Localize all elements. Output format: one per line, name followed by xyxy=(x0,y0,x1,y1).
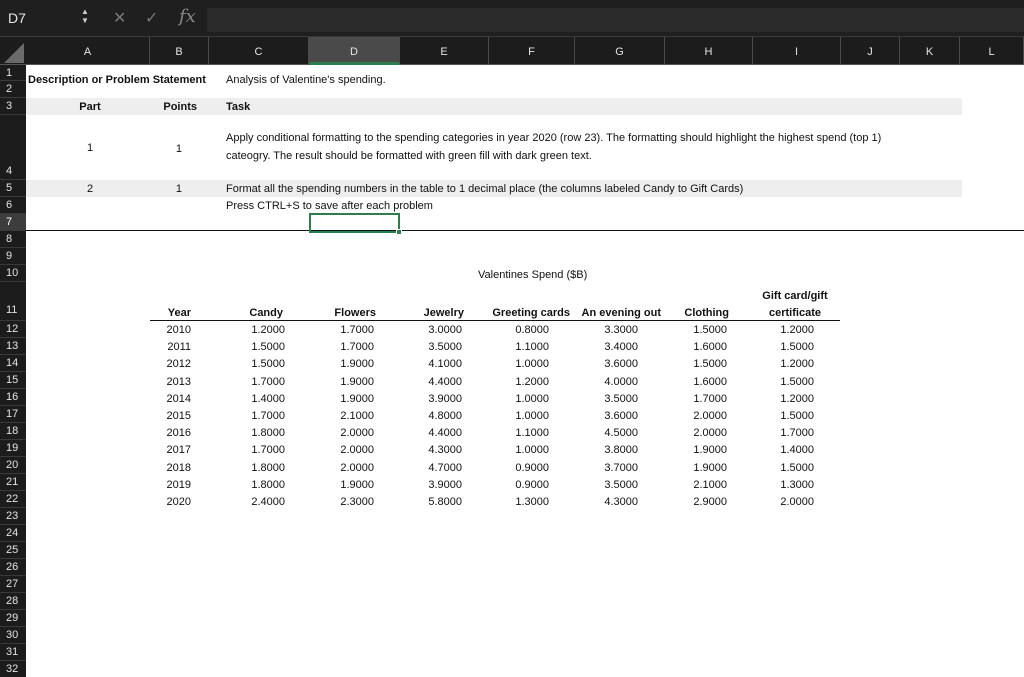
table-cell-greeting-cards[interactable]: 1.0000 xyxy=(515,410,549,422)
row-header-31[interactable]: 31 xyxy=(0,644,26,661)
table-cell-evening-out[interactable]: 3.6000 xyxy=(604,410,638,422)
table-cell-flowers[interactable]: 1.9000 xyxy=(340,478,374,491)
row-header-bar xyxy=(0,65,26,677)
row-header-16[interactable]: 16 xyxy=(0,389,26,406)
row-header-2[interactable]: 2 xyxy=(0,81,26,98)
table-cell-clothing[interactable]: 1.5000 xyxy=(693,358,727,371)
table-cell-gift-card[interactable]: 1.5000 xyxy=(780,410,814,422)
table-cell-greeting-cards[interactable]: 1.0000 xyxy=(515,358,549,371)
table-cell-gift-card[interactable]: 1.4000 xyxy=(780,444,814,457)
row-header-26[interactable]: 26 xyxy=(0,559,26,576)
row-header-27[interactable]: 27 xyxy=(0,576,26,593)
fill-handle[interactable] xyxy=(396,229,402,235)
table-cell-jewelry[interactable]: 5.8000 xyxy=(428,496,462,508)
header-greeting-cards: Greeting cards xyxy=(492,307,570,319)
table-cell-year[interactable]: 2017 xyxy=(166,444,191,457)
table-cell-year[interactable]: 2016 xyxy=(166,427,191,440)
table-cell-gift-card[interactable]: 1.2000 xyxy=(780,392,814,405)
row-header-1[interactable]: 1 xyxy=(0,65,26,81)
column-header-L[interactable]: L xyxy=(960,37,1024,65)
table-cell-gift-card[interactable]: 1.7000 xyxy=(780,427,814,440)
table-cell-candy[interactable]: 1.5000 xyxy=(251,341,285,354)
column-header-J[interactable]: J xyxy=(841,37,900,65)
table-cell-year[interactable]: 2013 xyxy=(166,375,191,388)
row-header-11[interactable] xyxy=(0,282,26,321)
table-cell-evening-out[interactable]: 3.5000 xyxy=(604,478,638,491)
table-cell-year[interactable]: 2015 xyxy=(166,410,191,422)
row-header-12[interactable]: 12 xyxy=(0,321,26,338)
table-cell-greeting-cards[interactable]: 1.0000 xyxy=(515,392,549,405)
header-jewelry: Jewelry xyxy=(423,307,464,319)
row-header-18[interactable]: 18 xyxy=(0,423,26,440)
table-cell-year[interactable]: 2011 xyxy=(167,341,191,354)
task-2-line-2: Press CTRL+S to save after each problem xyxy=(226,200,433,212)
table-cell-greeting-cards[interactable]: 0.9000 xyxy=(515,478,549,491)
table-cell-candy[interactable]: 1.7000 xyxy=(251,444,285,457)
table-cell-evening-out[interactable]: 3.7000 xyxy=(604,461,638,474)
description-label: Description or Problem Statement xyxy=(28,74,206,86)
task-1-line-1: Apply conditional formatting to the spending categories in year 2020 (row 23). The formatting should highlight the highest spend (top 1) xyxy=(226,132,882,144)
task-2-part: 2 xyxy=(86,183,94,195)
name-box-stepper-icon[interactable]: ▲ ▼ xyxy=(81,7,89,25)
table-cell-candy[interactable]: 1.8000 xyxy=(251,461,285,474)
table-cell-year[interactable]: 2019 xyxy=(166,478,191,491)
table-cell-candy[interactable]: 1.8000 xyxy=(251,478,285,491)
column-header-I[interactable]: I xyxy=(753,37,841,65)
task-1-part: 1 xyxy=(86,142,94,154)
table-cell-candy[interactable]: 1.7000 xyxy=(251,375,285,388)
table-cell-flowers[interactable]: 1.9000 xyxy=(340,392,374,405)
formula-input[interactable] xyxy=(207,8,1024,32)
row-header-23[interactable]: 23 xyxy=(0,508,26,525)
table-cell-jewelry[interactable]: 3.9000 xyxy=(428,392,462,405)
table-cell-greeting-cards[interactable]: 1.0000 xyxy=(515,444,549,457)
table-cell-greeting-cards[interactable]: 1.2000 xyxy=(515,375,549,388)
table-cell-candy[interactable]: 1.7000 xyxy=(251,410,285,422)
column-header-bar xyxy=(0,37,1024,65)
table-cell-flowers[interactable]: 1.7000 xyxy=(340,324,374,336)
column-header-C[interactable]: C xyxy=(209,37,309,65)
row-header-4[interactable] xyxy=(0,115,26,180)
table-cell-clothing[interactable]: 1.6000 xyxy=(693,375,727,388)
table-cell-jewelry[interactable]: 4.8000 xyxy=(428,410,462,422)
table-cell-greeting-cards[interactable]: 0.8000 xyxy=(515,324,549,336)
table-cell-flowers[interactable]: 2.1000 xyxy=(340,410,374,422)
task-1-line-2: cateogry. The result should be formatted with green fill with dark green text. xyxy=(226,150,592,162)
table-cell-flowers[interactable]: 2.0000 xyxy=(340,461,374,474)
row-header-8[interactable]: 8 xyxy=(0,231,26,248)
table-cell-jewelry[interactable]: 4.4000 xyxy=(428,427,462,440)
table-cell-greeting-cards[interactable]: 1.1000 xyxy=(515,341,549,354)
table-cell-clothing[interactable]: 2.1000 xyxy=(693,478,727,491)
table-cell-candy[interactable]: 1.8000 xyxy=(251,427,285,440)
table-title: Valentines Spend ($B) xyxy=(478,269,588,281)
insert-function-icon[interactable]: fx xyxy=(179,6,196,27)
table-cell-jewelry[interactable]: 3.5000 xyxy=(428,341,462,354)
points-header: Points xyxy=(163,101,197,113)
enter-check-icon[interactable]: ✓ xyxy=(145,10,159,27)
task-2-points: 1 xyxy=(175,183,182,195)
header-gift-card-line-2: certificate xyxy=(769,307,821,319)
select-all-triangle-icon xyxy=(0,37,26,65)
row-header-3[interactable]: 3 xyxy=(0,98,26,115)
table-cell-jewelry[interactable]: 3.0000 xyxy=(428,324,462,336)
table-cell-gift-card[interactable]: 1.5000 xyxy=(780,341,814,354)
table-cell-candy[interactable]: 2.4000 xyxy=(251,496,285,508)
table-cell-candy[interactable]: 1.4000 xyxy=(251,392,285,405)
header-evening-out: An evening out xyxy=(581,307,661,319)
row-header-14[interactable]: 14 xyxy=(0,355,26,372)
table-cell-evening-out[interactable]: 3.4000 xyxy=(604,341,638,354)
row-header-15[interactable]: 15 xyxy=(0,372,26,389)
row-header-9[interactable]: 9 xyxy=(0,248,26,265)
table-cell-greeting-cards[interactable]: 1.3000 xyxy=(515,496,549,508)
table-cell-evening-out[interactable]: 4.0000 xyxy=(604,375,638,388)
description-value: Analysis of Valentine's spending. xyxy=(226,74,386,86)
table-cell-evening-out[interactable]: 3.6000 xyxy=(604,358,638,371)
table-cell-year[interactable]: 2010 xyxy=(166,324,191,336)
table-cell-gift-card[interactable]: 2.0000 xyxy=(780,496,814,508)
header-gift-card-line-1: Gift card/gift xyxy=(762,290,828,302)
table-cell-evening-out[interactable]: 3.5000 xyxy=(604,392,638,405)
table-cell-flowers[interactable]: 1.9000 xyxy=(340,375,374,388)
column-header-F[interactable]: F xyxy=(489,37,575,65)
table-cell-jewelry[interactable]: 3.9000 xyxy=(428,478,462,491)
row-7-bottom-border xyxy=(26,230,1024,231)
row-header-29[interactable]: 29 xyxy=(0,610,26,627)
table-cell-gift-card[interactable]: 1.2000 xyxy=(780,358,814,371)
row-header-28[interactable]: 28 xyxy=(0,593,26,610)
name-box[interactable]: D7 xyxy=(8,10,26,26)
row-header-24[interactable]: 24 xyxy=(0,525,26,542)
table-header-border xyxy=(150,320,840,321)
column-header-D[interactable]: D xyxy=(309,37,400,65)
row-header-4-label: 4 xyxy=(6,165,13,177)
table-cell-clothing[interactable]: 1.9000 xyxy=(693,444,727,457)
row-header-7[interactable]: 7 xyxy=(0,214,26,231)
row-header-20[interactable]: 20 xyxy=(0,457,26,474)
row-header-21[interactable]: 21 xyxy=(0,474,26,491)
row-header-11-label: 11 xyxy=(6,304,18,316)
column-header-B[interactable]: B xyxy=(150,37,209,65)
table-cell-flowers[interactable]: 1.7000 xyxy=(340,341,374,354)
table-cell-year[interactable]: 2018 xyxy=(166,461,191,474)
table-cell-candy[interactable]: 1.5000 xyxy=(251,358,285,371)
table-cell-year[interactable]: 2012 xyxy=(166,358,191,371)
row-header-19[interactable]: 19 xyxy=(0,440,26,457)
row-header-10[interactable]: 10 xyxy=(0,265,26,282)
table-cell-jewelry[interactable]: 4.1000 xyxy=(428,358,462,371)
table-cell-clothing[interactable]: 1.6000 xyxy=(693,341,727,354)
table-cell-clothing[interactable]: 2.9000 xyxy=(693,496,727,508)
table-cell-flowers[interactable]: 1.9000 xyxy=(340,358,374,371)
task-1-points: 1 xyxy=(175,143,182,155)
table-cell-candy[interactable]: 1.2000 xyxy=(251,324,285,336)
row-header-32[interactable]: 32 xyxy=(0,661,26,677)
part-header: Part xyxy=(79,101,101,113)
header-flowers: Flowers xyxy=(334,307,376,319)
table-cell-evening-out[interactable]: 4.5000 xyxy=(604,427,638,440)
column-header-E[interactable]: E xyxy=(400,37,489,65)
table-cell-flowers[interactable]: 2.3000 xyxy=(340,496,374,508)
table-cell-jewelry[interactable]: 4.3000 xyxy=(428,444,462,457)
header-year: Year xyxy=(167,307,191,319)
table-cell-evening-out[interactable]: 4.3000 xyxy=(604,496,638,508)
row-header-25[interactable]: 25 xyxy=(0,542,26,559)
table-cell-greeting-cards[interactable]: 1.1000 xyxy=(515,427,549,440)
table-cell-gift-card[interactable]: 1.3000 xyxy=(780,478,814,491)
cancel-icon[interactable]: ✕ xyxy=(113,10,127,27)
table-cell-gift-card[interactable]: 1.5000 xyxy=(780,375,814,388)
column-header-A[interactable]: A xyxy=(26,37,150,65)
table-cell-clothing[interactable]: 2.0000 xyxy=(693,410,727,422)
table-cell-clothing[interactable]: 1.9000 xyxy=(693,461,727,474)
table-cell-gift-card[interactable]: 1.2000 xyxy=(780,324,814,336)
column-header-G[interactable]: G xyxy=(575,37,665,65)
table-cell-clothing[interactable]: 1.5000 xyxy=(693,324,727,336)
row-header-13[interactable]: 13 xyxy=(0,338,26,355)
row-header-30[interactable]: 30 xyxy=(0,627,26,644)
selected-cell-D7[interactable] xyxy=(309,213,400,233)
table-cell-clothing[interactable]: 1.7000 xyxy=(693,392,727,405)
row-header-6[interactable]: 6 xyxy=(0,197,26,214)
table-cell-year[interactable]: 2020 xyxy=(166,496,191,508)
header-candy: Candy xyxy=(249,307,283,319)
column-header-K[interactable]: K xyxy=(900,37,960,65)
formula-bar xyxy=(0,0,1024,37)
table-cell-year[interactable]: 2014 xyxy=(166,392,191,405)
table-cell-greeting-cards[interactable]: 0.9000 xyxy=(515,461,549,474)
select-all-button[interactable] xyxy=(0,37,26,65)
header-clothing: Clothing xyxy=(684,307,729,319)
column-header-H[interactable]: H xyxy=(665,37,753,65)
table-cell-jewelry[interactable]: 4.4000 xyxy=(428,375,462,388)
row-header-5[interactable]: 5 xyxy=(0,180,26,197)
task-header: Task xyxy=(226,101,251,113)
table-cell-gift-card[interactable]: 1.5000 xyxy=(780,461,814,474)
table-cell-evening-out[interactable]: 3.3000 xyxy=(604,324,638,336)
task-2-line-1: Format all the spending numbers in the table to 1 decimal place (the columns labeled Candy to Gift Cards) xyxy=(226,183,744,195)
table-cell-flowers[interactable]: 2.0000 xyxy=(340,444,374,457)
table-cell-flowers[interactable]: 2.0000 xyxy=(340,427,374,440)
table-cell-jewelry[interactable]: 4.7000 xyxy=(428,461,462,474)
row-header-17[interactable]: 17 xyxy=(0,406,26,423)
table-cell-clothing[interactable]: 2.0000 xyxy=(693,427,727,440)
row-header-22[interactable]: 22 xyxy=(0,491,26,508)
table-cell-evening-out[interactable]: 3.8000 xyxy=(604,444,638,457)
